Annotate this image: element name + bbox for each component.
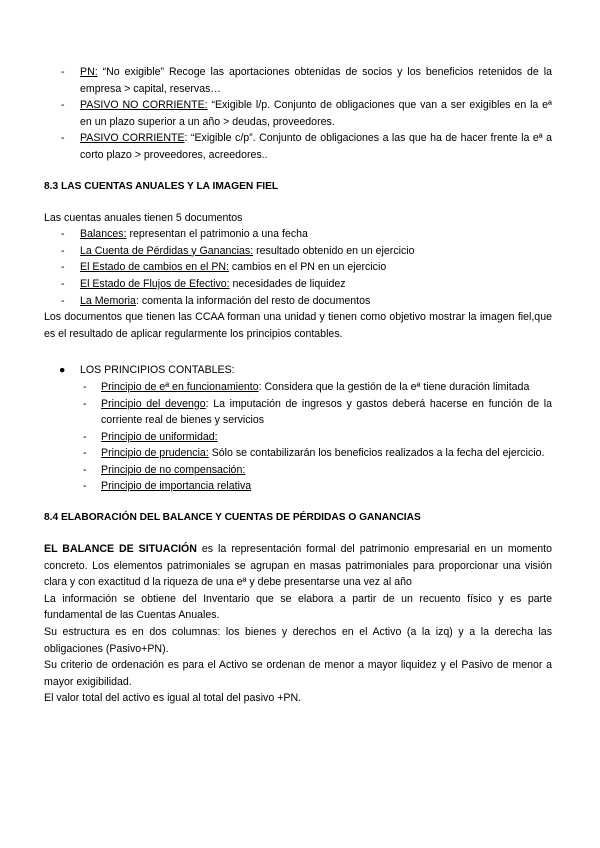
document-text: : comenta la información del resto de documentos	[135, 294, 371, 307]
paragraph: El valor total del activo es igual al total del pasivo +PN.	[44, 692, 302, 705]
principle-term: Principio de no compensación:	[101, 463, 246, 476]
dash-bullet: -	[61, 99, 65, 112]
dash-bullet: -	[83, 447, 87, 460]
list-item-document	[44, 226, 552, 243]
principle-term: Principio del devengo	[101, 397, 206, 410]
principles-bullet	[44, 362, 552, 379]
document-text: resultado obtenido en un ejercicio	[253, 244, 415, 257]
list-item-document	[44, 259, 552, 276]
document-term: El Estado de cambios en el PN:	[80, 261, 229, 274]
documents-intro: Las cuentas anuales tienen 5 documentos	[44, 211, 243, 224]
term-pasivo-corriente: PASIVO CORRIENTE	[80, 132, 185, 145]
document-text: representan el patrimonio a una fecha	[126, 228, 308, 241]
document-term: Balances:	[80, 228, 127, 241]
dash-bullet: -	[61, 277, 65, 290]
principle-term: Principio de prudencia:	[101, 447, 209, 460]
round-bullet-icon: ●	[59, 364, 66, 377]
document-text: necesidades de liquidez	[229, 277, 346, 290]
list-item-document	[44, 276, 552, 293]
list-item-principle	[44, 396, 552, 429]
dash-bullet: -	[83, 480, 87, 493]
list-item-principle	[44, 445, 552, 462]
list-item-pn	[44, 64, 552, 97]
document-term: El Estado de Flujos de Efectivo:	[80, 277, 230, 290]
paragraph: Su estructura es en dos columnas: los bienes y derechos en el Activo (a la izq) y a la derecha las obligaciones (Pasivo+PN).	[44, 626, 552, 655]
dash-bullet: -	[83, 380, 87, 393]
item-text: “No exigible” Recoge las aportaciones obtenidas de socios y los beneficios retenidos de la empresa > capital, reservas…	[80, 66, 552, 95]
document-term: La Cuenta de Pérdidas y Ganancias:	[80, 244, 254, 257]
list-item-pasivo-corriente	[44, 130, 552, 163]
document-term: La Memoria	[80, 294, 136, 307]
term-pasivo-no-corriente: PASIVO NO CORRIENTE:	[80, 99, 208, 112]
balance-lead-bold: EL BALANCE DE SITUACIÓN	[44, 543, 197, 556]
principle-text: : La imputación de ingresos y gastos deberá hacerse en función de la corriente real de bienes y servicios	[101, 397, 552, 427]
dash-bullet: -	[83, 397, 87, 410]
dash-bullet: -	[61, 261, 65, 274]
documents-closing: Los documentos que tienen las CCAA forman una unidad y tienen como objetivo mostrar la imagen fiel,que es el resultado de aplicar regularmente los principios contables.	[44, 311, 552, 340]
list-item-principle	[44, 478, 552, 495]
principles-title: LOS PRINCIPIOS CONTABLES:	[80, 364, 235, 377]
list-item-pasivo-no-corriente	[44, 97, 552, 130]
dash-bullet: -	[61, 228, 65, 241]
balance-lead-paragraph	[44, 541, 552, 591]
section-heading-8-3: 8.3 LAS CUENTAS ANUALES Y LA IMAGEN FIEL	[44, 180, 279, 192]
list-item-principle	[44, 429, 552, 446]
item-text: : “Exigible c/p”. Conjunto de obligaciones a las que ha de hacer frente la eª a corto plazo > proveedores, acreedores..	[80, 132, 552, 161]
list-item-principle	[44, 379, 552, 396]
item-text: “Exigible l/p. Conjunto de obligaciones que van a ser exigibles en la eª en un plazo superior a un año > deudas, proveedores.	[80, 99, 552, 128]
list-item-principle	[44, 462, 552, 479]
document-text: cambios en el PN en un ejercicio	[228, 261, 387, 274]
list-item-document	[44, 293, 552, 310]
term-pn: PN:	[80, 66, 98, 78]
principle-term: Principio de importancia relativa	[101, 480, 252, 493]
list-item-document	[44, 243, 552, 260]
section-heading-8-4: 8.4 ELABORACIÓN DEL BALANCE Y CUENTAS DE PÉRDIDAS O GANANCIAS	[44, 512, 421, 524]
paragraph: La información se obtiene del Inventario que se elabora a partir de un recuento físico y es parte fundamental de las Cuentas Anuales.	[44, 592, 552, 622]
paragraph: Su criterio de ordenación es para el Activo se ordenan de menor a mayor liquidez y el Pasivo de menor a mayor exigibilidad.	[44, 659, 552, 688]
balance-lead-text: es la representación formal del patrimonio empresarial en un momento concreto. Los elementos patrimoniales se agrupan en masas patrimoniales para proporcionar una visión clara y con exactitud d la riqueza de una eª y debe presentarse una vez al año	[44, 543, 552, 589]
dash-bullet: -	[61, 132, 65, 145]
principle-term: Principio de uniformidad:	[101, 430, 218, 443]
dash-bullet: -	[61, 294, 65, 307]
principle-term: Principio de eª en funcionamiento	[101, 380, 259, 393]
dash-bullet: -	[61, 244, 65, 257]
dash-bullet: -	[83, 430, 87, 443]
dash-bullet: -	[83, 463, 87, 476]
principle-text: Sólo se contabilizarán los beneficios realizados a la fecha del ejercicio.	[208, 447, 545, 460]
principle-text: : Considera que la gestión de la eª tiene duración limitada	[258, 380, 530, 393]
dash-bullet: -	[61, 66, 65, 78]
